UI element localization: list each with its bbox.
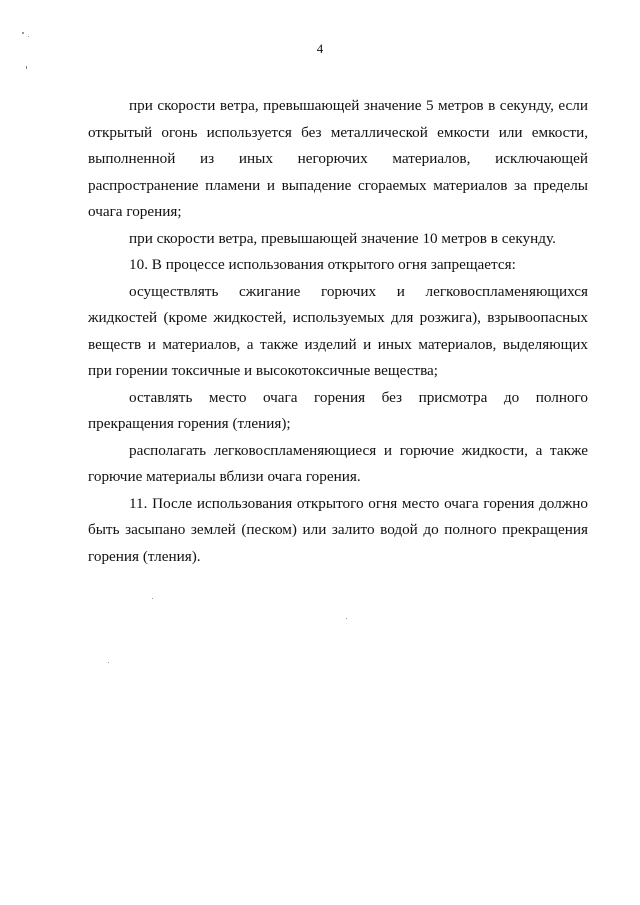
paragraph-wind-10: при скорости ветра, превышающей значение 10 метров в секунду. (129, 229, 556, 247)
scan-speck (108, 662, 109, 663)
scan-speck (28, 36, 29, 37)
paragraph-item-10: 10. В процессе использования открытого огня запрещается: (129, 256, 516, 273)
paragraph-item-11: 11. После использования открытого огня место очага горения должно быть засыпано землей (песком) или залито водой до полного прекращения горения (тления). (88, 494, 588, 565)
scan-speck (22, 32, 24, 34)
paragraph-burning-prohibited: осуществлять сжигание горючих и легковоспламеняющихся жидкостей (кроме жидкостей, используемых для розжига), взрывоопасных веществ и материалов, а также изделий и иных материалов, выделяющих при горении токсичные и высокотоксичные вещества; (88, 282, 588, 379)
page-number: 4 (316, 41, 324, 56)
scan-speck (346, 618, 347, 619)
scan-speck (26, 66, 27, 69)
scan-speck (152, 598, 153, 599)
paragraph-flammables-prohibited: располагать легковоспламеняющиеся и горючие жидкости, а также горючие материалы вблизи очага горения. (88, 441, 588, 485)
paragraph-unattended-prohibited: оставлять место очага горения без присмотра до полного прекращения горения (тления); (88, 388, 588, 432)
document-body (88, 93, 588, 570)
paragraph-wind-5: при скорости ветра, превышающей значение 5 метров в секунду, если открытый огонь используется без металлической емкости или емкости, выполненной из иных негорючих материалов, исключающей распространение пламени и выпадение сгораемых материалов за пределы очага горения; (88, 97, 588, 220)
